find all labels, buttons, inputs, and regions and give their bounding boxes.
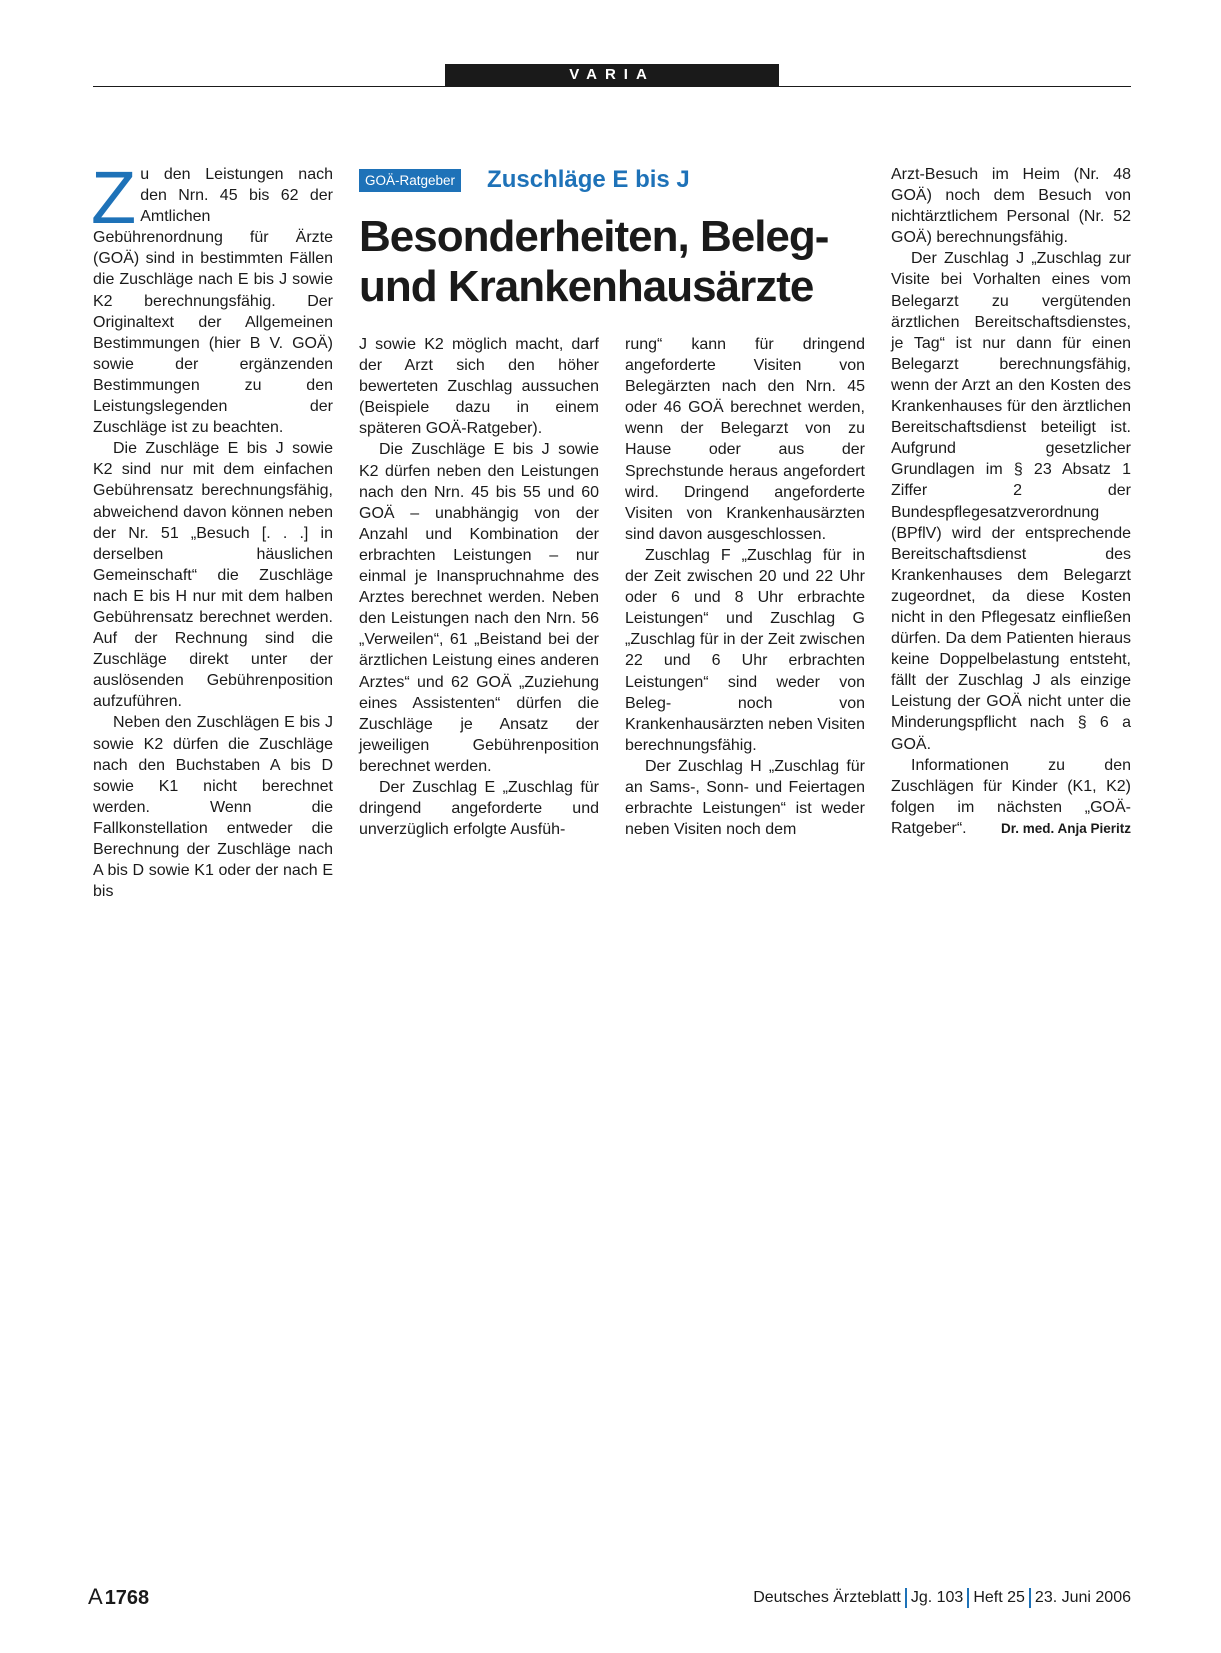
text-column-2: [359, 334, 599, 840]
separator: [967, 1588, 969, 1608]
separator: [1029, 1588, 1031, 1608]
page-prefix: A: [88, 1584, 103, 1609]
author-byline: Dr. med. Anja Pieritz: [1000, 820, 1131, 836]
paragraph: Der Zuschlag H „Zuschlag für an Sams-, Sonn- und Feiertagen erbrachte Leistungen“ ist weder neben Visiten noch dem: [625, 757, 865, 839]
paragraph: rung“ kann für dringend angeforderte Visiten von Belegärzten nach den Nrn. 45 oder 46 GOÄ berechnet werden, wenn der Belegarzt von zu Hause oder aus der Sprechstunde heraus angefordert wird. Dringend angeforderte Visiten von Krankenhausärzten sind davon ausgeschlossen.: [625, 336, 865, 543]
top-rule: [93, 86, 1131, 87]
paragraph: Zuschlag F „Zuschlag für in der Zeit zwischen 20 und 22 Uhr oder 6 und 8 Uhr erbrachte Leistungen“ und Zuschlag G „Zuschlag für in der Zeit zwischen 22 und 6 Uhr erbrachten Leistungen“ sind weder von Beleg- noch von Krankenhausärzten neben Visiten berechnungsfähig.: [625, 546, 865, 754]
paragraph: [891, 755, 1131, 839]
text-column-4: [891, 164, 1131, 839]
journal-date: 23. Juni 2006: [1034, 1589, 1131, 1606]
paragraph: [91, 156, 333, 438]
paragraph: Der Zuschlag E „Zuschlag für dringend angeforderte und unverzüglich erfolgte Ausfüh-: [359, 778, 599, 839]
headline-line-2: und Krankenhausärzte: [359, 262, 814, 311]
drop-cap: Z: [91, 156, 137, 239]
paragraph-text: u den Leistungen nach den Nrn. 45 bis 62 der Amtlichen Gebührenordnung für Ärzte (GOÄ) sind in bestimmten Fällen die Zuschläge nach E bis J sowie K2 berechnungsfähig. Der Originaltext der Allgemeinen Bestimmungen (hier B V. GOÄ) sowie der ergänzenden Bestimmungen zu den Leistungslegenden der Zuschläge ist zu beachten.: [93, 166, 333, 437]
kicker: [359, 166, 690, 194]
paragraph: Arzt-Besuch im Heim (Nr. 48 GOÄ) noch dem Besuch von nichtärztlichem Personal (Nr. 52 GOÄ) berechnungsfähig.: [891, 166, 1131, 247]
footer-citation: [753, 1588, 1131, 1608]
headline-line-1: Besonderheiten, Beleg-: [359, 212, 829, 261]
separator: [905, 1588, 907, 1608]
kicker-title: Zuschläge E bis J: [487, 166, 690, 193]
page-number: [88, 1584, 149, 1610]
journal-volume: Jg. 103: [910, 1589, 964, 1606]
kicker-badge: GOÄ-Ratgeber: [359, 169, 461, 192]
paragraph: Neben den Zuschlägen E bis J sowie K2 dürfen die Zuschläge nach den Buchstaben A bis D sowie K1 nicht berechnet werden. Wenn die Fallkonstellation entweder die Berechnung der Zuschläge nach A bis D sowie K1 oder der nach E bis: [93, 714, 333, 901]
journal-name: Deutsches Ärzteblatt: [753, 1589, 901, 1606]
headline: [359, 212, 879, 312]
paragraph: Die Zuschläge E bis J sowie K2 dürfen neben den Leistungen nach den Nrn. 45 bis 55 und 60 GOÄ – unabhängig von der Anzahl und Kombination der erbrachten Leistungen – nur einmal je Inanspruchnahme des Arztes berechnet werden. Neben den Leistungen nach den Nrn. 56 „Verweilen“, 61 „Beistand bei der ärztlichen Leistung eines anderen Arztes“ und 62 GOÄ „Zuziehung eines Assistenten“ dürfen die Zuschläge je Ansatz der jeweiligen Gebührenposition berechnet werden.: [359, 441, 599, 775]
paragraph: Der Zuschlag J „Zuschlag zur Visite bei Vorhalten eines vom Belegarzt zu vergütenden ärztlichen Bereitschaftsdienstes, je Tag“ ist nur dann für einen Belegarzt berechnungsfähig, wenn der Arzt an den Kosten des Krankenhauses für den ärztlichen Bereitschaftsdienst beteiligt ist. Aufgrund gesetzlicher Grundlagen im § 23 Absatz 1 Ziffer 2 der Bundespflegesatzverordnung (BPflV) wird der entsprechende Bereitschaftsdienst des Krankenhauses dem Belegarzt zugeordnet, da diese Kosten nicht in den Pflegesatz einfließen dürfen. Da dem Patienten hieraus keine Doppelbelastung entsteht, fällt der Zuschlag J als einzige Leistung der GOÄ nicht unter die Minderungspflicht nach § 6 a GOÄ.: [891, 250, 1131, 753]
text-column-1: [91, 156, 333, 902]
paragraph: Die Zuschläge E bis J sowie K2 sind nur mit dem einfachen Gebührensatz berechnungsfähig, abweichend davon können neben der Nr. 51 „Besuch [. . .] in derselben häuslichen Gemeinschaft“ die Zuschläge nach E bis H nur mit dem halben Gebührensatz berechnet werden. Auf der Rechnung sind die Zuschläge direkt unter der auslösenden Gebührenposition aufzuführen.: [93, 440, 333, 711]
page-number-value: 1768: [104, 1587, 150, 1609]
text-column-3: [625, 334, 865, 840]
paragraph: J sowie K2 möglich macht, darf der Arzt sich den höher bewerteten Zuschlag aussuchen (Beispiele dazu in einem späteren GOÄ-Ratgeber).: [359, 336, 599, 438]
paragraph-text: Informationen zu den Zuschlägen für Kinder (K1, K2) folgen im nächsten „GOÄ-Ratgeber“.: [891, 756, 1131, 837]
section-label: VARIA: [445, 64, 779, 86]
journal-issue: Heft 25: [973, 1589, 1025, 1606]
